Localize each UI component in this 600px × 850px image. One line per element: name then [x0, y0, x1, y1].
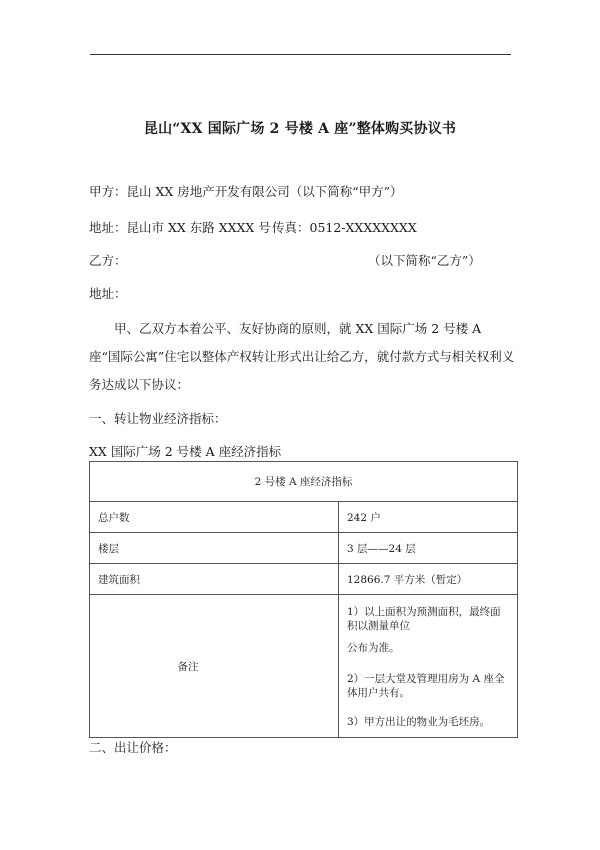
- row-value-floors: 3 层——24 层: [339, 533, 518, 564]
- row-value-households: 242 户: [339, 502, 518, 533]
- party-a-fax: 传真：0512-XXXXXXXX: [272, 220, 417, 235]
- document-title: 昆山“XX 国际广场 2 号楼 A 座”整体购买协议书: [143, 121, 457, 137]
- table-row: [90, 564, 518, 595]
- section-2-heading: 二、出让价格：: [89, 740, 177, 755]
- remarks-label: 备注: [90, 595, 339, 738]
- remark-note-1a: 1）以上面积为预测面积，最终面积以测量单位: [347, 606, 501, 632]
- table-header: 2 号楼 A 座经济指标: [90, 462, 518, 502]
- intro-paragraph: 甲、乙双方本着公平、友好协商的原则，就 XX 国际广场 2 号楼 A 座“国际公寓”住宅以整体产权转让形式出让给乙方，就付款方式与相关权利义务达成以下协议：: [89, 321, 515, 392]
- remark-note-3: 3）甲方出让的物业为毛坯房。: [347, 716, 491, 728]
- party-a-line: 甲方：昆山 XX 房地产开发有限公司（以下简称“甲方”）: [89, 184, 403, 199]
- remark-note-2: 2）一层大堂及管理用房为 A 座全体用户共有。: [347, 673, 505, 699]
- remarks-cell: [339, 595, 518, 738]
- row-label-households: 总户数: [90, 502, 339, 533]
- party-a-address: 地址：昆山市 XX 东路 XXXX 号: [89, 220, 271, 235]
- row-label-area: 建筑面积: [90, 564, 339, 595]
- table-row: [90, 533, 518, 564]
- party-b-note: （以下简称“乙方”）: [368, 253, 481, 268]
- header-rule: [90, 54, 511, 55]
- section-1-heading: 一、转让物业经济指标：: [89, 411, 227, 426]
- party-b-address: 地址：: [89, 286, 127, 301]
- table-caption: XX 国际广场 2 号楼 A 座经济指标: [89, 444, 282, 459]
- remark-note-1b: 公布为准。: [347, 642, 400, 654]
- economic-indicators-table: [89, 461, 518, 738]
- row-value-area: 12866.7 平方米（暂定）: [339, 564, 518, 595]
- party-b-line: 乙方：: [89, 253, 127, 268]
- row-label-floors: 楼层: [90, 533, 339, 564]
- table-header-row: [90, 462, 518, 502]
- table-row-remarks: [90, 595, 518, 738]
- table-row: [90, 502, 518, 533]
